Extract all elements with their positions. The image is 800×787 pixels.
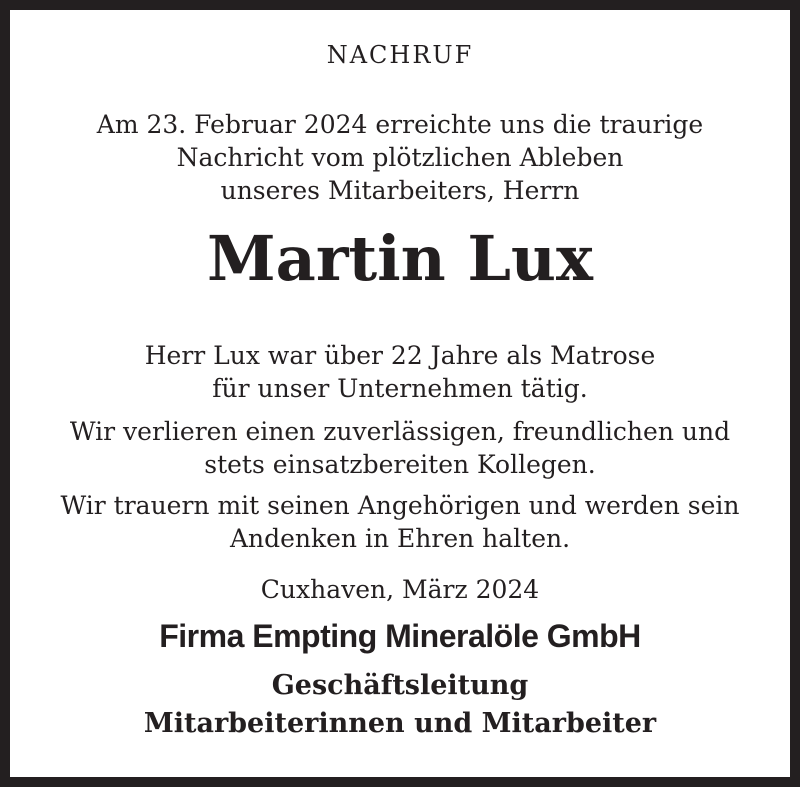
mourning-line: Wir trauern mit seinen Angehörigen und werden sein (60, 491, 740, 520)
loss-line: Wir verlieren einen zuverlässigen, freundlichen und (69, 417, 731, 446)
obituary-notice (10, 10, 790, 777)
notice-header: NACHRUF (326, 41, 474, 69)
deceased-name: Martin Lux (207, 222, 593, 295)
company-name: Firma Empting Mineralöle GmbH (159, 618, 641, 654)
intro-line: unseres Mitarbeiters, Herrn (220, 176, 580, 205)
signatory-employees: Mitarbeiterinnen und Mitarbeiter (143, 708, 657, 739)
service-line: Herr Lux war über 22 Jahre als Matrose (144, 341, 656, 370)
loss-line: stets einsatzbereiten Kollegen. (204, 450, 596, 479)
service-paragraph (10, 339, 790, 405)
place-date-line: Cuxhaven, März 2024 (260, 575, 540, 604)
intro-paragraph (10, 108, 790, 207)
service-line: für unser Unternehmen tätig. (212, 374, 588, 403)
intro-line: Nachricht vom plötzlichen Ableben (176, 143, 624, 172)
intro-line: Am 23. Februar 2024 erreichte uns die traurige (96, 110, 704, 139)
mourning-paragraph (10, 489, 790, 555)
signatory-management: Geschäftsleitung (271, 670, 529, 701)
mourning-line: Andenken in Ehren halten. (229, 524, 571, 553)
loss-paragraph (10, 415, 790, 481)
